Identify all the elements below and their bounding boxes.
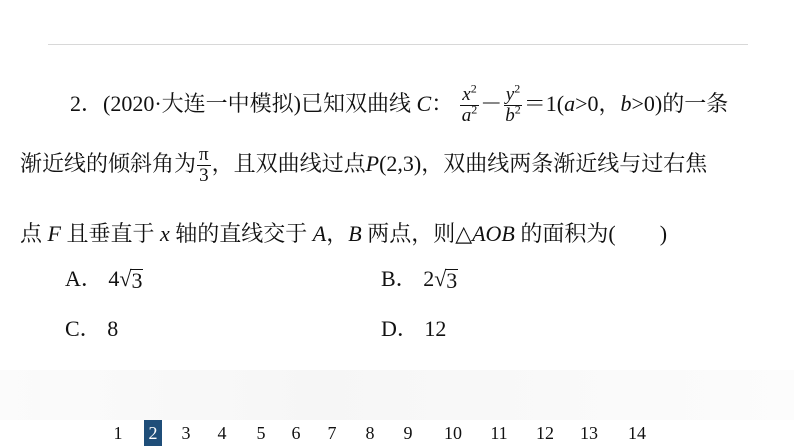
stem-text: 已知双曲线 [301, 91, 412, 116]
page-2-button[interactable]: 2 [144, 420, 162, 446]
exponent: 2 [514, 82, 521, 97]
question-source: (2020·大连一中模拟) [103, 91, 301, 116]
page-12-button[interactable]: 12 [536, 423, 554, 443]
option-b[interactable] [381, 262, 458, 293]
page-1-button[interactable]: 1 [113, 423, 123, 443]
question-number: 2． [70, 91, 104, 116]
line3-text-5: 两点，则△ [367, 221, 473, 246]
fraction-y2-b2 [503, 82, 523, 127]
page-13-button[interactable]: 13 [580, 423, 598, 443]
three: 3 [199, 165, 209, 187]
line2-text-2: ，且双曲线过点 [211, 151, 366, 176]
line2-text-3: (2,3)，双曲线两条渐近线与过右焦 [379, 151, 708, 176]
point-p: P [365, 151, 380, 176]
line2-text-1: 渐近线的倾斜角为 [20, 151, 197, 176]
var-x: x [462, 84, 471, 106]
point-f: F [47, 221, 61, 246]
line3-comma: ， [326, 221, 349, 246]
cond-b-rest: >0)的一条 [631, 91, 729, 116]
exponent: 2 [514, 103, 521, 118]
page-10-button[interactable]: 10 [444, 423, 462, 443]
sqrt-symbol: √ 3 [119, 266, 143, 293]
header-divider [48, 44, 748, 45]
line3-text-3: 轴的直线交于 [175, 221, 308, 246]
line3-text-6: 的面积为( ) [520, 221, 668, 246]
pi: π [199, 144, 209, 166]
option-a-radicand: 3 [131, 268, 143, 293]
var-y: y [505, 84, 515, 106]
page-9-button[interactable]: 9 [403, 423, 413, 443]
curve-name: C [416, 91, 432, 116]
page-14-button[interactable]: 14 [628, 423, 646, 443]
option-b-coef: 2 [423, 266, 435, 291]
option-b-radicand: 3 [446, 268, 458, 293]
page-7-button[interactable]: 7 [327, 423, 337, 443]
option-c[interactable] [65, 312, 118, 343]
question-line-3 [20, 202, 667, 266]
sqrt-symbol: √ 3 [434, 266, 458, 293]
var-a: a [461, 105, 472, 127]
point-a: A [312, 221, 327, 246]
option-d[interactable] [381, 312, 446, 343]
background-watermark [0, 370, 794, 420]
cond-a-rest: >0， [575, 91, 621, 116]
fraction-x2-a2 [460, 82, 480, 127]
minus-sign: － [480, 91, 503, 116]
option-a-coef: 4 [108, 266, 120, 291]
page-11-button[interactable]: 11 [490, 423, 508, 443]
fraction-pi-3 [197, 145, 211, 186]
option-c-value: 8 [107, 316, 119, 341]
cond-a: a [564, 91, 576, 116]
equals-one: ＝1( [523, 91, 565, 116]
page-navigation [100, 420, 700, 446]
line3-text-2: 且垂直于 [66, 221, 155, 246]
option-d-label: D． [381, 316, 419, 341]
page-5-button[interactable]: 5 [256, 423, 266, 443]
page-8-button[interactable]: 8 [365, 423, 375, 443]
cond-b: b [620, 91, 632, 116]
question-line-2 [20, 132, 707, 196]
var-b: b [505, 105, 515, 127]
point-b: B [348, 221, 362, 246]
page-6-button[interactable]: 6 [291, 423, 301, 443]
exponent: 2 [471, 103, 478, 118]
option-c-label: C． [65, 316, 102, 341]
x-axis-var: x [159, 221, 170, 246]
colon: ： [431, 91, 454, 116]
option-d-value: 12 [424, 316, 447, 341]
page-4-button[interactable]: 4 [217, 423, 227, 443]
page-3-button[interactable]: 3 [181, 423, 191, 443]
exponent: 2 [470, 82, 477, 97]
question-line-1 [70, 72, 728, 136]
option-a[interactable] [65, 262, 143, 293]
option-b-label: B． [381, 266, 418, 291]
triangle-aob: AOB [472, 221, 515, 246]
line3-text-1: 点 [20, 221, 43, 246]
option-a-label: A． [65, 266, 103, 291]
